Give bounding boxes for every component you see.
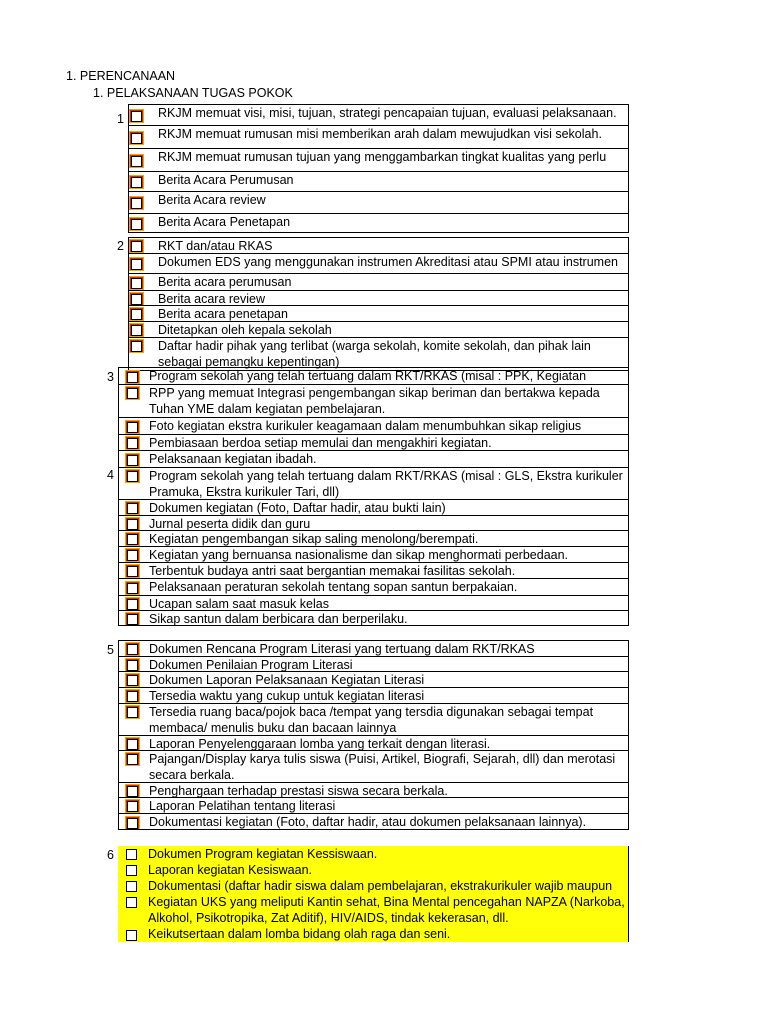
checkbox-marker[interactable] (125, 689, 140, 703)
item-label: Berita acara penetapan (158, 307, 288, 321)
checkbox-marker[interactable] (125, 548, 140, 562)
item-label: Laporan Pelatihan tentang literasi (149, 799, 336, 813)
item-label: Pembiasaan berdoa setiap memulai dan mengakhiri kegiatan. (149, 436, 492, 450)
item-list (128, 237, 629, 371)
checkbox-marker[interactable] (125, 517, 140, 530)
checkbox[interactable] (126, 897, 137, 908)
checkbox-marker[interactable] (125, 737, 140, 750)
item-label: Penghargaan terhadap prestasi siswa secara berkala. (149, 784, 448, 797)
checkbox[interactable] (127, 660, 138, 671)
item-label: Pelaksanaan kegiatan ibadah. (149, 452, 317, 466)
checklist-item[interactable] (129, 273, 628, 290)
checkbox[interactable] (127, 438, 138, 449)
checkbox-marker[interactable] (125, 705, 140, 719)
checkbox[interactable] (126, 865, 137, 876)
checkbox[interactable] (131, 309, 142, 320)
item-label: Program sekolah yang telah tertuang dalam RKT/RKAS (misal : GLS, Ekstra kurikuler Pramuka, Ekstra kurikuler Tari, dll) (149, 469, 623, 499)
item-label: Foto kegiatan ekstra kurikuler keagamaan dalam menumbuhkan sikap religius (149, 419, 582, 433)
item-label: Pelaksanaan peraturan sekolah tentang sopan santun berpakaian. (149, 580, 518, 594)
checkbox[interactable] (126, 930, 137, 941)
checkbox-marker[interactable] (129, 239, 144, 253)
checkbox[interactable] (127, 422, 138, 433)
group-number: 6 (107, 848, 114, 862)
checkbox-marker[interactable] (125, 564, 140, 578)
checkbox[interactable] (131, 241, 142, 252)
checkbox[interactable] (131, 156, 142, 167)
item-label: Jurnal peserta didik dan guru (149, 517, 311, 530)
checklist-item[interactable] (119, 813, 628, 830)
item-label: Sikap santun dalam berbicara dan berperilaku. (149, 612, 408, 626)
checkbox-marker[interactable] (125, 673, 140, 687)
checkbox[interactable] (126, 881, 137, 892)
checkbox-marker[interactable] (125, 799, 140, 813)
item-label: Berita Acara Perumusan (158, 173, 294, 187)
checkbox[interactable] (127, 801, 138, 812)
checkbox-marker[interactable] (125, 784, 140, 797)
checkbox-marker[interactable] (125, 642, 140, 656)
checklist-item[interactable] (129, 104, 628, 125)
item-label: Dokumentasi (daftar hadir siswa dalam pembelajaran, ekstrakurikuler wajib maupun (148, 879, 613, 893)
checklist-item[interactable] (118, 862, 628, 878)
group-number: 4 (107, 468, 114, 482)
checklist-item[interactable] (119, 703, 628, 735)
checklist-item[interactable] (119, 530, 628, 546)
criterion-group-6 (107, 846, 629, 942)
item-label: Dokumen Penilaian Program Literasi (149, 658, 353, 671)
checkbox-marker[interactable] (129, 196, 144, 210)
item-label: Berita acara review (158, 292, 265, 305)
checkbox[interactable] (127, 614, 138, 625)
checkbox[interactable] (131, 325, 142, 336)
item-label: Berita acara perumusan (158, 275, 292, 289)
checklist-item[interactable] (129, 337, 628, 371)
criterion-group-5 (107, 640, 629, 830)
checklist-item[interactable] (118, 878, 628, 894)
item-label: RKJM memuat visi, misi, tujuan, strategi pencapaian tujuan, evaluasi pelaksanaan. (158, 106, 617, 120)
group-number: 5 (107, 643, 114, 657)
checklist-item[interactable] (119, 499, 628, 515)
checkbox-marker[interactable] (125, 501, 140, 515)
checkbox-marker[interactable] (129, 339, 144, 353)
checklist-item[interactable] (129, 171, 628, 191)
item-label: Dokumen Rencana Program Literasi yang tertuang dalam RKT/RKAS (149, 642, 535, 656)
checkbox-marker[interactable] (129, 323, 144, 337)
item-label: Dokumentasi kegiatan (Foto, daftar hadir, atau dokumen pelaksanaan lainnya). (149, 815, 587, 829)
checkbox[interactable] (131, 278, 142, 289)
item-label: RKJM memuat rumusan misi memberikan arah dalam mewujudkan visi sekolah. (158, 127, 602, 141)
item-label: Daftar hadir pihak yang terlibat (warga sekolah, komite sekolah, dan pihak lain sebagai pemangku kepentingan) (158, 339, 591, 369)
item-label: Dokumen EDS yang menggunakan instrumen Akreditasi atau SPMI atau instrumen (158, 255, 618, 269)
criterion-group-3 (107, 367, 629, 468)
checklist-item[interactable] (118, 894, 628, 926)
checkbox-marker[interactable] (129, 175, 144, 189)
checkbox[interactable] (127, 644, 138, 655)
checklist-item[interactable] (119, 546, 628, 562)
checkbox[interactable] (127, 675, 138, 686)
checklist-item[interactable] (119, 750, 628, 782)
item-label: Laporan kegiatan Kesiswaan. (148, 863, 313, 877)
checklist-item[interactable] (119, 735, 628, 750)
item-list (118, 846, 629, 942)
checkbox[interactable] (131, 341, 142, 352)
criterion-group-2 (117, 237, 629, 371)
checklist-item[interactable] (119, 562, 628, 578)
checkbox[interactable] (127, 519, 138, 530)
checkbox-marker[interactable] (129, 131, 144, 145)
item-label: Tersedia ruang baca/pojok baca /tempat yang tersdia digunakan sebagai tempat membaca/ menulis buku dan bacaan lainnya (149, 705, 594, 735)
checkbox-marker[interactable] (125, 532, 140, 546)
checkbox[interactable] (126, 849, 137, 860)
checkbox[interactable] (127, 534, 138, 545)
checkbox-marker[interactable] (125, 469, 140, 483)
item-label: Terbentuk budaya antri saat bergantian memakai fasilitas sekolah. (149, 564, 516, 578)
checkbox[interactable] (127, 739, 138, 750)
checkbox-marker[interactable] (129, 217, 144, 231)
checkbox-marker[interactable] (125, 752, 140, 766)
item-label: RPP yang memuat Integrasi pengembangan sikap beriman dan bertakwa kepada Tuhan YME dalam kegiatan pembelajaran. (149, 386, 600, 416)
checkbox-marker[interactable] (129, 307, 144, 321)
checklist-item[interactable] (129, 290, 628, 305)
checklist-item[interactable] (129, 191, 628, 213)
checkbox-marker[interactable] (125, 386, 140, 400)
checkbox-marker[interactable] (129, 276, 144, 290)
checkbox-marker[interactable] (129, 154, 144, 168)
checkbox-marker[interactable] (125, 370, 140, 384)
checklist-item[interactable] (119, 367, 628, 384)
checklist-item[interactable] (119, 578, 628, 595)
item-label: Dokumen Program kegiatan Kessiswaan. (148, 847, 378, 861)
item-list (128, 104, 629, 233)
checklist-item[interactable] (119, 384, 628, 417)
checklist-item[interactable] (129, 237, 628, 253)
group-number: 1 (117, 112, 124, 126)
checkbox[interactable] (131, 111, 142, 122)
checkbox[interactable] (127, 372, 138, 383)
checklist-item[interactable] (119, 515, 628, 530)
checkbox[interactable] (127, 455, 138, 466)
item-label: RKT dan/atau RKAS (158, 239, 273, 253)
checkbox[interactable] (131, 259, 142, 270)
checklist-item[interactable] (119, 671, 628, 687)
checklist-item[interactable] (119, 797, 628, 813)
checkbox-marker[interactable] (125, 816, 140, 830)
item-label: Keikutsertaan dalam lomba bidang olah raga dan seni. (148, 927, 451, 941)
checklist-item[interactable] (129, 321, 628, 337)
checklist-item[interactable] (129, 305, 628, 321)
checklist-item[interactable] (119, 417, 628, 434)
checkbox[interactable] (127, 471, 138, 482)
checkbox[interactable] (127, 503, 138, 514)
checkbox[interactable] (131, 177, 142, 188)
checkbox-marker[interactable] (129, 109, 144, 123)
checkbox[interactable] (131, 198, 142, 209)
group-number: 2 (117, 239, 124, 253)
checklist-item[interactable] (119, 467, 628, 499)
checkbox-marker[interactable] (125, 612, 140, 626)
checklist-item[interactable] (119, 450, 628, 468)
checkbox[interactable] (127, 566, 138, 577)
checkbox[interactable] (127, 754, 138, 765)
item-label: Kegiatan pengembangan sikap saling menolong/berempati. (149, 532, 479, 546)
item-list (118, 367, 629, 468)
checkbox[interactable] (127, 583, 138, 594)
group-number: 3 (107, 370, 114, 384)
item-label: Pajangan/Display karya tulis siswa (Puisi, Artikel, Biografi, Sejarah, dll) dan merotasi secara berkala. (149, 752, 616, 782)
checklist-item[interactable] (129, 148, 628, 171)
checklist-item[interactable] (119, 782, 628, 797)
checklist-item[interactable] (119, 595, 628, 610)
checkbox[interactable] (127, 691, 138, 702)
checkbox-marker[interactable] (125, 581, 140, 595)
item-label: Berita Acara Penetapan (158, 215, 291, 229)
checklist-item[interactable] (129, 125, 628, 148)
subsection-heading: 1. PELAKSANAAN TUGAS POKOK (93, 86, 293, 100)
checkbox-marker[interactable] (129, 257, 144, 271)
checkbox-marker[interactable] (125, 420, 140, 434)
checklist-item[interactable] (119, 687, 628, 703)
item-label: Berita Acara review (158, 193, 266, 207)
checkbox[interactable] (127, 388, 138, 399)
item-list (118, 467, 629, 626)
item-label: Kegiatan yang bernuansa nasionalisme dan sikap menghormati perbedaan. (149, 548, 569, 562)
checkbox-marker[interactable] (125, 436, 140, 450)
item-label: RKJM memuat rumusan tujuan yang menggambarkan tingkat kualitas yang perlu (158, 150, 607, 164)
criterion-group-1 (117, 104, 629, 233)
checkbox[interactable] (127, 818, 138, 829)
checklist-item[interactable] (119, 610, 628, 626)
checkbox[interactable] (127, 599, 138, 610)
section-heading: 1. PERENCANAAN (66, 69, 176, 83)
checklist-item[interactable] (119, 434, 628, 450)
checklist-item[interactable] (129, 213, 628, 233)
checklist-item[interactable] (129, 253, 628, 273)
checklist-item[interactable] (119, 640, 628, 656)
checklist-item[interactable] (118, 846, 628, 862)
item-label: Ucapan salam saat masuk kelas (149, 597, 329, 610)
item-label: Kegiatan UKS yang meliputi Kantin sehat, Bina Mental pencegahan NAPZA (Narkoba, Alkohol, Psikotropika, Zat Aditif), HIV/AIDS, tindak kekerasan, dll. (148, 895, 625, 925)
item-label: Dokumen kegiatan (Foto, Daftar hadir, atau bukti lain) (149, 501, 446, 515)
item-label: Dokumen Laporan Pelaksanaan Kegiatan Literasi (149, 673, 425, 687)
item-list (118, 640, 629, 830)
item-label: Tersedia waktu yang cukup untuk kegiatan literasi (149, 689, 425, 703)
criterion-group-4 (107, 467, 629, 626)
checkbox[interactable] (127, 550, 138, 561)
checkbox-marker[interactable] (129, 292, 144, 305)
item-label: Ditetapkan oleh kepala sekolah (158, 323, 332, 337)
checkbox-marker[interactable] (125, 597, 140, 610)
item-label: Program sekolah yang telah tertuang dalam RKT/RKAS (misal : PPK, Kegiatan (149, 369, 587, 383)
checkbox-marker[interactable] (125, 658, 140, 671)
checkbox[interactable] (127, 786, 138, 797)
checkbox[interactable] (127, 707, 138, 718)
item-label: Laporan Penyelenggaraan lomba yang terkait dengan literasi. (149, 737, 491, 750)
checklist-item[interactable] (119, 656, 628, 671)
checkbox[interactable] (131, 219, 142, 230)
checkbox[interactable] (131, 133, 142, 144)
checkbox-marker[interactable] (125, 453, 140, 467)
checkbox[interactable] (131, 294, 142, 305)
checklist-item[interactable] (118, 926, 628, 942)
